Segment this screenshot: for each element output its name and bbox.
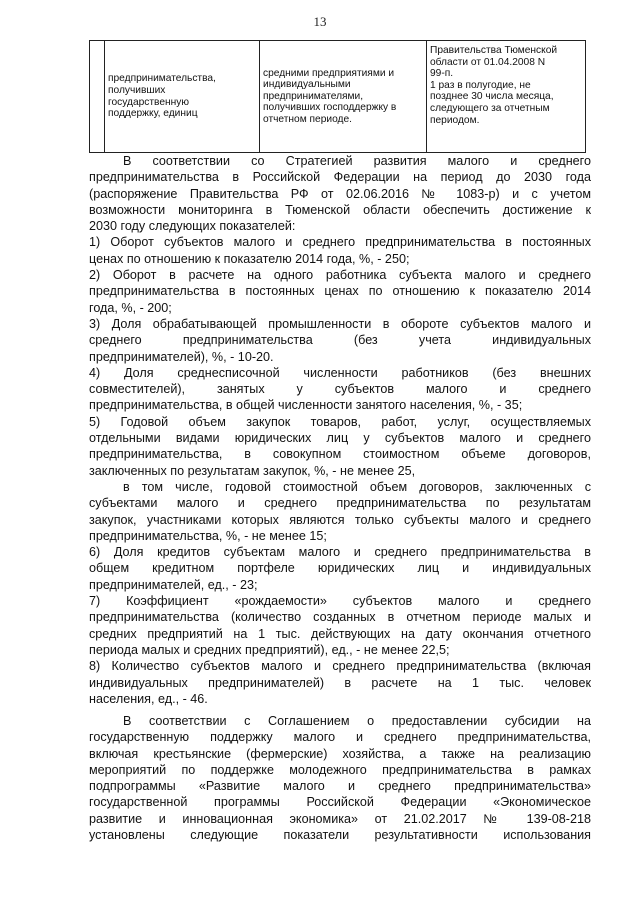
text-line: 4) Доля среднесписочной численности работников (без внешних (89, 365, 591, 380)
text-line: предпринимательства в постоянных ценах по отношению к показателю 2014 (89, 284, 591, 299)
indicator-table (89, 40, 586, 153)
strategy-paragraph (89, 153, 591, 707)
text-line: мероприятий по поддержке молодежного предпринимательства в рамках (89, 762, 591, 777)
text-line: года, %, - 200; (89, 300, 172, 315)
cell-line: следующего за отчетным (430, 102, 550, 114)
text-line: развитие и инновационная экономика» от 21.02.2017 № 139-08-218 (89, 811, 591, 826)
cell-line: поддержку, единиц (108, 108, 198, 120)
table-row (90, 41, 586, 153)
text-line: 2030 году следующих показателей: (89, 219, 296, 234)
text-line: в том числе, годовой стоимостной объем договоров, заключенных с (123, 479, 591, 494)
cell-line: предпринимательства, (108, 73, 216, 85)
text-line: 2) Оборот в расчете на одного работника субъекта малого и среднего (89, 268, 591, 283)
text-line: государственной программы Российской Федерации «Экономическое (89, 795, 591, 810)
text-line: установлены следующие показатели результативности использования (89, 828, 591, 843)
text-line: заключенных по результатам закупок, %, - не менее 25, (89, 463, 416, 478)
text-line: 6) Доля кредитов субъектам малого и среднего предпринимательства в (89, 545, 591, 560)
cell-line: предпринимателями, (263, 90, 364, 102)
text-line: общем кредитном портфеле юридических лиц и индивидуальных (89, 561, 591, 576)
text-line: 1) Оборот субъектов малого и среднего предпринимательства в постоянных (89, 235, 591, 250)
cell-line: государственную (108, 96, 189, 108)
cell-line: позднее 30 числа месяца, (430, 91, 554, 103)
table-cell-method (260, 41, 427, 153)
text-line: 3) Доля обрабатывающей промышленности в обороте субъектов малого и (89, 316, 591, 331)
table-cell-indicator (105, 41, 260, 153)
cell-line: 99-п. (430, 68, 454, 80)
text-line: предпринимателей), %, - 10-20. (89, 349, 274, 364)
text-line: предпринимательства в Российской Федерации на период до 2030 года (89, 170, 591, 185)
cell-line: Правительства Тюменской (430, 45, 558, 56)
cell-line: средними предприятиями и (263, 67, 395, 79)
cell-line: индивидуальными (263, 79, 351, 91)
text-line: средних предприятий на 1 тыс. действующих на дату окончания отчетного (89, 626, 591, 641)
page-number: 13 (313, 14, 327, 29)
text-line: предпринимательства, в совокупном стоимостном объеме договоров, (89, 447, 591, 462)
cell-line: получивших господдержку в (263, 102, 397, 114)
cell-line: 1 раз в полугодие, не (430, 79, 531, 91)
text-line: 5) Годовой объем закупок товаров, работ, услуг, осуществляемых (89, 414, 591, 429)
table-cell-source (427, 41, 586, 153)
text-line: закупок, участниками которых являются только субъекты малого и среднего (89, 512, 591, 527)
cell-line: отчетном периоде. (263, 113, 352, 125)
text-line: периода малых и средних предприятий), ед., - не менее 22,5; (89, 642, 450, 657)
cell-line: периодом. (430, 114, 480, 126)
text-line: подпрограммы «Развитие малого и среднего предпринимательства» (89, 779, 591, 794)
text-line: В соответствии с Соглашением о предоставлении субсидии на (123, 714, 591, 728)
text-line: отдельными видами юридических лиц у субъектов малого и среднего (89, 431, 591, 446)
text-line: предпринимательства, в общей численности занятого населения, %, - 35; (89, 398, 523, 413)
cell-line: области от 01.04.2008 N (430, 56, 546, 68)
text-line: предпринимательства, %, - не менее 15; (89, 528, 327, 543)
text-line: среднего предпринимательства (без учета индивидуальных (89, 333, 591, 348)
text-line: возможности мониторинга в Тюменской области обеспечить достижение к (89, 202, 591, 217)
text-line: 7) Коэффициент «рождаемости» субъектов малого и среднего (89, 594, 591, 609)
text-line: включая крестьянские (фермерские) хозяйства, а также на реализацию (89, 746, 591, 761)
text-line: 8) Количество субъектов малого и среднего предпринимательства (включая (89, 659, 591, 674)
text-line: населения, ед., - 46. (89, 691, 208, 706)
text-line: субъектами малого и среднего предпринимательства по результатам (89, 496, 591, 511)
cell-line: получивших (108, 84, 166, 96)
text-line: совместителей), занятых у субъектов малого и среднего (89, 382, 591, 397)
text-line: ценах по отношению к показателю 2014 года, %, - 250; (89, 251, 410, 266)
text-line: индивидуальных предпринимателей) в расчете на 1 тыс. человек (89, 675, 591, 690)
text-line: (распоряжение Правительства РФ от 02.06.2016 № 1083-р) и с учетом (89, 186, 591, 201)
text-line: предпринимательства (количество созданных в отчетном периоде малых и (89, 610, 591, 625)
table-cell-empty (90, 41, 105, 153)
agreement-paragraph (89, 713, 591, 843)
text-line: В соответствии со Стратегией развития малого и среднего (123, 154, 591, 168)
text-line: государственную поддержку малого и среднего предпринимательства, (89, 730, 591, 745)
text-line: предпринимателей, ед., - 23; (89, 577, 258, 592)
